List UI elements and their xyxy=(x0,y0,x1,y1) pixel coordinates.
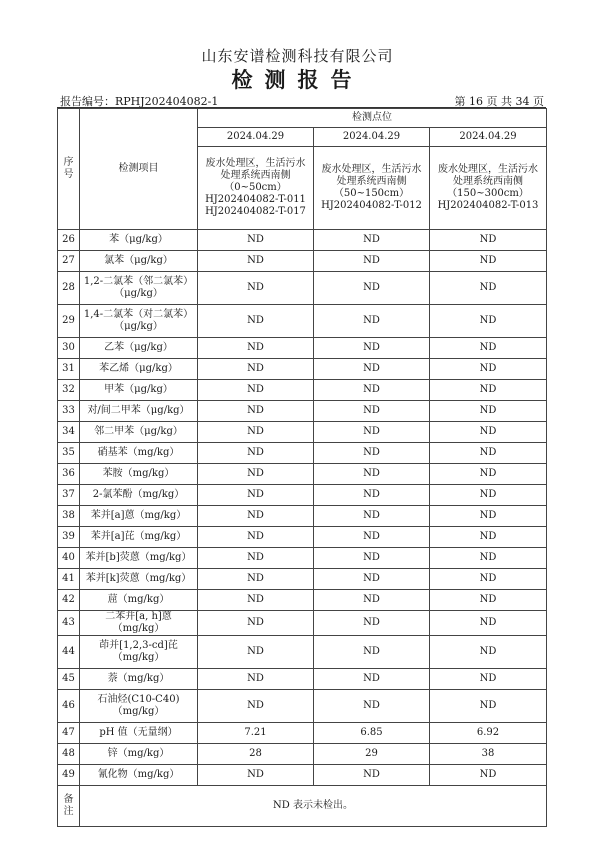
table-row xyxy=(58,443,547,464)
row-number: 26 xyxy=(58,230,80,251)
table-row xyxy=(58,338,547,359)
row-item: 2-氯苯酚（mg/kg） xyxy=(80,485,198,506)
row-item: 乙苯（μg/kg） xyxy=(80,338,198,359)
row-item: 苯并[a]蒽（mg/kg） xyxy=(80,506,198,527)
row-item: 苯并[k]荧蒽（mg/kg） xyxy=(80,569,198,590)
row-value: ND xyxy=(314,272,430,305)
row-value: ND xyxy=(198,548,314,569)
row-value: ND xyxy=(314,569,430,590)
row-value: ND xyxy=(430,569,547,590)
row-value: ND xyxy=(314,359,430,380)
points-header: 检测点位 xyxy=(198,109,547,128)
row-number: 41 xyxy=(58,569,80,590)
row-value: ND xyxy=(314,251,430,272)
row-value: ND xyxy=(198,636,314,669)
row-item: 甲苯（μg/kg） xyxy=(80,380,198,401)
row-value: ND xyxy=(430,669,547,690)
row-value: ND xyxy=(430,422,547,443)
row-item: 苯胺（mg/kg） xyxy=(80,464,198,485)
row-value: ND xyxy=(314,636,430,669)
table-row xyxy=(58,380,547,401)
row-value: ND xyxy=(314,443,430,464)
table-row xyxy=(58,611,547,636)
row-value: ND xyxy=(430,380,547,401)
row-number: 44 xyxy=(58,636,80,669)
table-row xyxy=(58,359,547,380)
row-value: ND xyxy=(198,422,314,443)
table-row xyxy=(58,422,547,443)
page-info: 第 16 页 共 34 页 xyxy=(454,95,544,108)
date-col-2: 2024.04.29 xyxy=(314,128,430,147)
row-value: ND xyxy=(198,305,314,338)
row-value: ND xyxy=(430,464,547,485)
location-line: 废水处理区，生活污水 xyxy=(438,164,538,175)
row-value: ND xyxy=(198,230,314,251)
row-value: ND xyxy=(430,765,547,786)
row-item: 石油烃(C10-C40)（mg/kg） xyxy=(80,690,198,723)
table-row xyxy=(58,723,547,744)
row-item: 䓛（mg/kg） xyxy=(80,590,198,611)
row-value: 6.85 xyxy=(314,723,430,744)
row-value: ND xyxy=(314,506,430,527)
row-item: 氰化物（mg/kg） xyxy=(80,765,198,786)
row-value: ND xyxy=(430,506,547,527)
row-number: 30 xyxy=(58,338,80,359)
row-value: 38 xyxy=(430,744,547,765)
table-row xyxy=(58,251,547,272)
company-name: 山东安谱检测科技有限公司 xyxy=(201,47,394,65)
row-item: 茚并[1,2,3-cd]芘（mg/kg） xyxy=(80,636,198,669)
row-value: ND xyxy=(198,527,314,548)
row-item: 1,2-二氯苯（邻二氯苯）（μg/kg） xyxy=(80,272,198,305)
header-row-points xyxy=(58,109,547,128)
row-number: 38 xyxy=(58,506,80,527)
row-item: 二苯并[a, h]蒽（mg/kg） xyxy=(80,611,198,636)
row-value: ND xyxy=(430,590,547,611)
row-value: ND xyxy=(198,765,314,786)
row-value: ND xyxy=(430,359,547,380)
row-item: 邻二甲苯（μg/kg） xyxy=(80,422,198,443)
row-value: 7.21 xyxy=(198,723,314,744)
table-row xyxy=(58,527,547,548)
row-number: 43 xyxy=(58,611,80,636)
location-line: （150~300cm） xyxy=(447,188,529,199)
row-value: ND xyxy=(430,305,547,338)
row-number: 37 xyxy=(58,485,80,506)
row-item: 1,4-二氯苯（对二氯苯）（μg/kg） xyxy=(80,305,198,338)
row-value: ND xyxy=(198,251,314,272)
row-number: 33 xyxy=(58,401,80,422)
sample-id: HJ202404082-T-011 xyxy=(205,194,306,205)
row-value: ND xyxy=(430,338,547,359)
row-value: ND xyxy=(198,272,314,305)
row-number: 32 xyxy=(58,380,80,401)
row-value: ND xyxy=(430,548,547,569)
row-value: ND xyxy=(198,569,314,590)
row-item: 萘（mg/kg） xyxy=(80,669,198,690)
row-item: 苯（μg/kg） xyxy=(80,230,198,251)
row-number: 46 xyxy=(58,690,80,723)
row-number: 35 xyxy=(58,443,80,464)
sample-id: HJ202404082-T-017 xyxy=(205,206,306,217)
report-number: 报告编号：RPHJ202404082-1 xyxy=(60,95,219,108)
row-item: 对/间二甲苯（μg/kg） xyxy=(80,401,198,422)
row-value: ND xyxy=(314,230,430,251)
table-row xyxy=(58,305,547,338)
row-value: ND xyxy=(314,669,430,690)
row-number: 29 xyxy=(58,305,80,338)
row-value: ND xyxy=(430,690,547,723)
row-value: ND xyxy=(198,690,314,723)
row-number: 39 xyxy=(58,527,80,548)
table-row xyxy=(58,506,547,527)
row-value: ND xyxy=(198,359,314,380)
row-item: 苯乙烯（μg/kg） xyxy=(80,359,198,380)
row-number: 28 xyxy=(58,272,80,305)
table-row xyxy=(58,744,547,765)
row-value: ND xyxy=(198,380,314,401)
location-line: 处理系统西南侧 xyxy=(453,176,523,187)
row-item: pH 值（无量纲） xyxy=(80,723,198,744)
row-value: ND xyxy=(314,305,430,338)
row-value: ND xyxy=(314,338,430,359)
row-item: 苯并[a]芘（mg/kg） xyxy=(80,527,198,548)
row-value: 29 xyxy=(314,744,430,765)
row-value: ND xyxy=(198,485,314,506)
row-value: ND xyxy=(430,401,547,422)
row-value: ND xyxy=(198,443,314,464)
row-item: 氯苯（μg/kg） xyxy=(80,251,198,272)
location-line: （50~150cm） xyxy=(333,188,410,199)
results-table-body xyxy=(58,109,547,827)
sample-id: HJ202404082-T-012 xyxy=(321,200,422,211)
row-value: ND xyxy=(314,690,430,723)
table-row xyxy=(58,230,547,251)
note-text: ND 表示未检出。 xyxy=(80,786,547,827)
row-value: ND xyxy=(314,380,430,401)
row-number: 27 xyxy=(58,251,80,272)
location-line: 处理系统西南侧 xyxy=(336,176,407,187)
row-value: ND xyxy=(314,527,430,548)
location-line: 废水处理区，生活污水 xyxy=(205,158,306,169)
report-title: 检测报告 xyxy=(231,67,364,92)
row-item: 苯并[b]荧蒽（mg/kg） xyxy=(80,548,198,569)
row-value: ND xyxy=(198,506,314,527)
row-value: ND xyxy=(430,251,547,272)
row-number: 31 xyxy=(58,359,80,380)
row-value: ND xyxy=(314,765,430,786)
row-value: ND xyxy=(430,272,547,305)
row-item: 硝基苯（mg/kg） xyxy=(80,443,198,464)
row-number: 48 xyxy=(58,744,80,765)
table-row xyxy=(58,485,547,506)
table-row xyxy=(58,548,547,569)
row-value: ND xyxy=(430,485,547,506)
row-value: ND xyxy=(198,669,314,690)
results-table xyxy=(57,108,547,827)
row-item: 锌（mg/kg） xyxy=(80,744,198,765)
item-header: 检测项目 xyxy=(80,109,198,230)
table-row xyxy=(58,464,547,485)
row-number: 45 xyxy=(58,669,80,690)
table-row xyxy=(58,272,547,305)
table-row xyxy=(58,690,547,723)
row-value: ND xyxy=(430,230,547,251)
row-value: ND xyxy=(314,611,430,636)
table-row xyxy=(58,569,547,590)
row-value: ND xyxy=(314,590,430,611)
row-number: 42 xyxy=(58,590,80,611)
row-value: ND xyxy=(314,485,430,506)
location-line: （0~50cm） xyxy=(224,182,287,193)
date-col-3: 2024.04.29 xyxy=(430,128,547,147)
row-number: 40 xyxy=(58,548,80,569)
location-col-1 xyxy=(198,147,314,230)
row-value: ND xyxy=(314,422,430,443)
row-value: ND xyxy=(314,464,430,485)
location-col-2 xyxy=(314,147,430,230)
row-value: ND xyxy=(430,611,547,636)
row-value: ND xyxy=(430,527,547,548)
row-number: 34 xyxy=(58,422,80,443)
row-value: ND xyxy=(314,401,430,422)
date-col-1: 2024.04.29 xyxy=(198,128,314,147)
table-row xyxy=(58,669,547,690)
row-value: ND xyxy=(430,443,547,464)
row-value: 28 xyxy=(198,744,314,765)
row-value: ND xyxy=(198,611,314,636)
row-value: ND xyxy=(198,590,314,611)
location-line: 处理系统西南侧 xyxy=(220,170,291,181)
row-value: 6.92 xyxy=(430,723,547,744)
row-number: 47 xyxy=(58,723,80,744)
row-value: ND xyxy=(314,548,430,569)
location-col-3 xyxy=(430,147,547,230)
sample-id: HJ202404082-T-013 xyxy=(437,200,539,211)
note-label: 备注 xyxy=(58,786,80,827)
note-row xyxy=(58,786,547,827)
row-value: ND xyxy=(430,636,547,669)
table-row xyxy=(58,765,547,786)
row-number: 49 xyxy=(58,765,80,786)
table-row xyxy=(58,401,547,422)
row-value: ND xyxy=(198,338,314,359)
location-line: 废水处理区，生活污水 xyxy=(321,164,422,175)
row-value: ND xyxy=(198,401,314,422)
table-row xyxy=(58,590,547,611)
table-row xyxy=(58,636,547,669)
seq-header: 序号 xyxy=(58,109,80,230)
row-value: ND xyxy=(198,464,314,485)
row-number: 36 xyxy=(58,464,80,485)
